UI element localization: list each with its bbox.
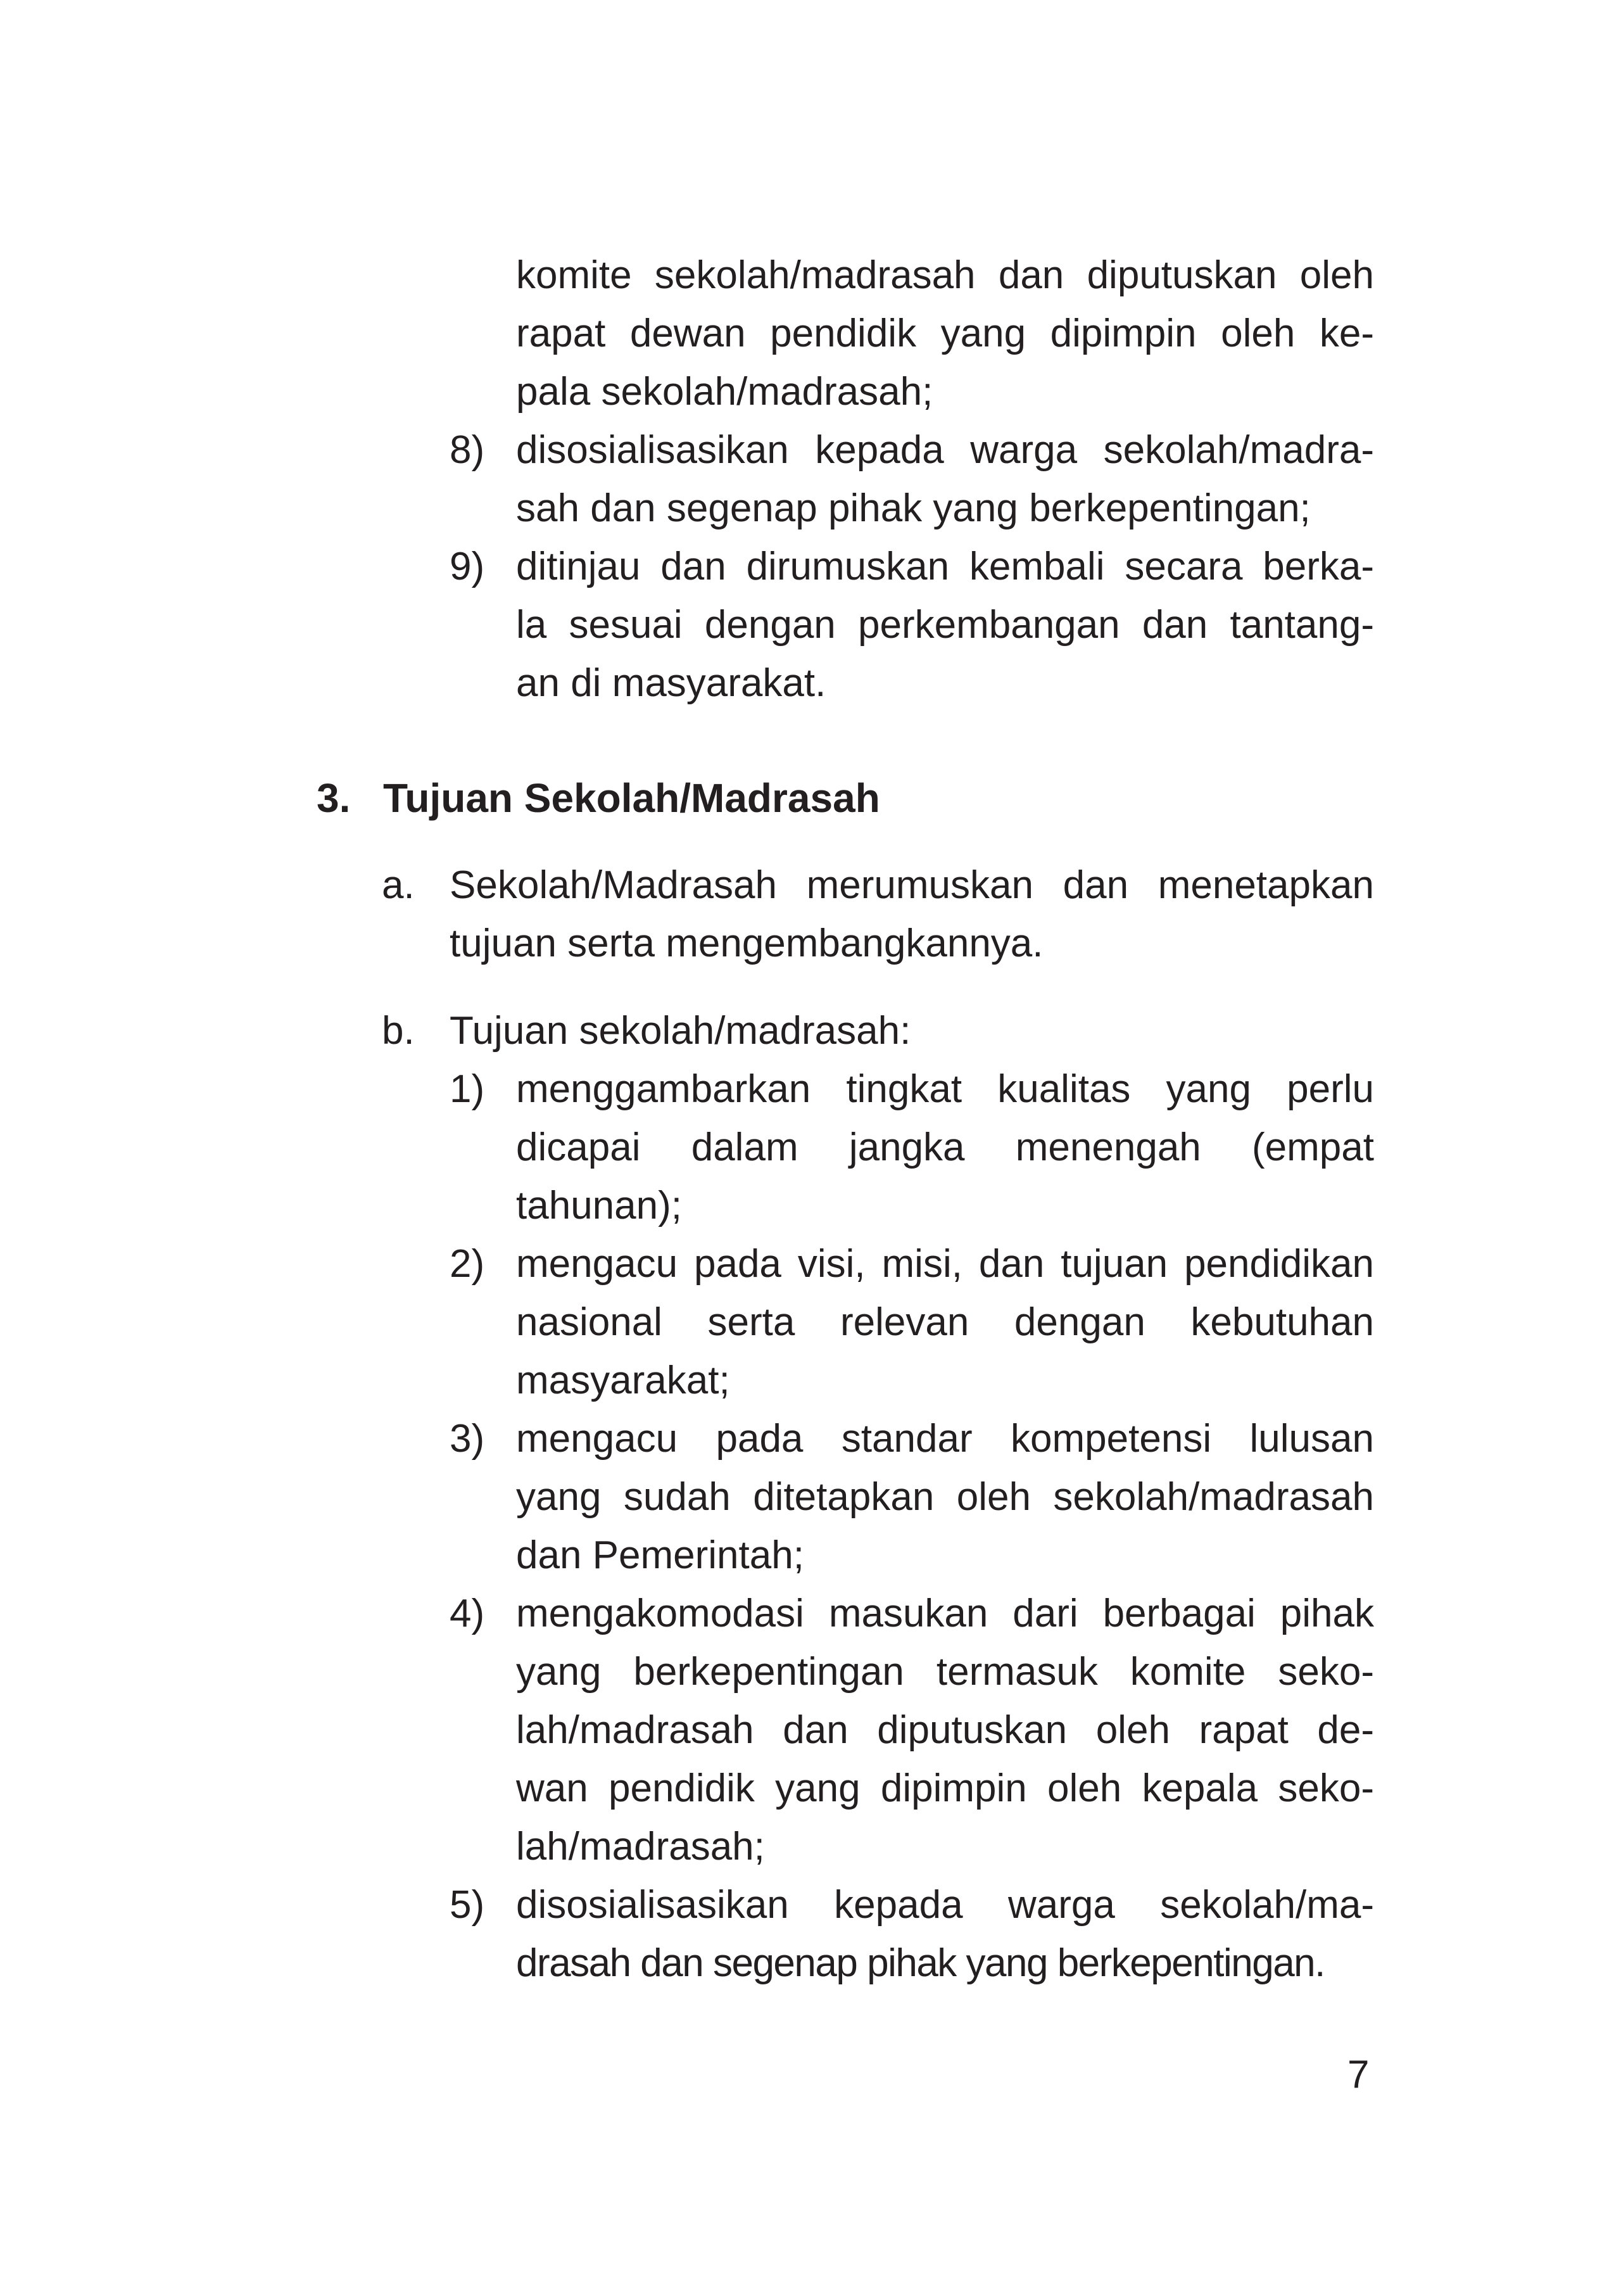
item-4-line-3: lah/madrasah dan diputuskan oleh rapat de-: [516, 1708, 1374, 1752]
section-title: Tujuan Sekolah/Madrasah: [383, 775, 880, 821]
item-a-line-1: Sekolah/Madrasah merumuskan dan menetapkan: [450, 863, 1374, 907]
item-8-line-2: sah dan segenap pihak yang berkepentingan;: [516, 486, 1311, 530]
page-number: 7: [1347, 2053, 1370, 2096]
item-5-line-2: drasah dan segenap pihak yang berkepentingan.: [516, 1941, 1325, 1985]
item-1-line-2: dicapai dalam jangka menengah (empat: [516, 1126, 1374, 1169]
item-1-line-3: tahunan);: [516, 1184, 682, 1227]
continuation-line-1: komite sekolah/madrasah dan diputuskan oleh: [516, 253, 1374, 297]
item-3-line-1: mengacu pada standar kompetensi lulusan: [516, 1417, 1374, 1461]
list-marker-4: 4): [450, 1592, 485, 1635]
item-2-line-1: mengacu pada visi, misi, dan tujuan pendidikan: [516, 1242, 1374, 1286]
item-8-line-1: disosialisasikan kepada warga sekolah/madra-: [516, 428, 1374, 472]
item-4-line-4: wan pendidik yang dipimpin oleh kepala seko-: [516, 1766, 1374, 1810]
section-number: 3.: [317, 775, 351, 821]
item-2-line-2: nasional serta relevan dengan kebutuhan: [516, 1300, 1374, 1344]
continuation-line-3: pala sekolah/madrasah;: [516, 370, 933, 414]
item-4-line-1: mengakomodasi masukan dari berbagai pihak: [516, 1592, 1374, 1635]
item-9-line-3: an di masyarakat.: [516, 661, 826, 705]
item-9-line-1: ditinjau dan dirumuskan kembali secara berka-: [516, 545, 1374, 588]
item-5-line-1: disosialisasikan kepada warga sekolah/ma-: [516, 1883, 1374, 1927]
item-4-line-5: lah/madrasah;: [516, 1825, 765, 1868]
continuation-line-2: rapat dewan pendidik yang dipimpin oleh ke-: [516, 312, 1374, 355]
item-a-line-2: tujuan serta mengembangkannya.: [450, 922, 1044, 965]
item-9-line-2: la sesuai dengan perkembangan dan tantang-: [516, 603, 1374, 647]
list-marker-2: 2): [450, 1242, 485, 1286]
item-3-line-2: yang sudah ditetapkan oleh sekolah/madrasah: [516, 1475, 1374, 1519]
list-marker-9: 9): [450, 545, 485, 588]
list-marker-b: b.: [382, 1009, 415, 1053]
list-marker-5: 5): [450, 1883, 485, 1927]
list-marker-a: a.: [382, 863, 415, 907]
item-3-line-3: dan Pemerintah;: [516, 1533, 804, 1577]
list-marker-8: 8): [450, 428, 485, 472]
list-marker-1: 1): [450, 1067, 485, 1111]
item-b-intro: Tujuan sekolah/madrasah:: [450, 1009, 911, 1053]
item-2-line-3: masyarakat;: [516, 1359, 730, 1402]
item-1-line-1: menggambarkan tingkat kualitas yang perlu: [516, 1067, 1374, 1111]
item-4-line-2: yang berkepentingan termasuk komite seko-: [516, 1650, 1374, 1694]
list-marker-3: 3): [450, 1417, 485, 1461]
